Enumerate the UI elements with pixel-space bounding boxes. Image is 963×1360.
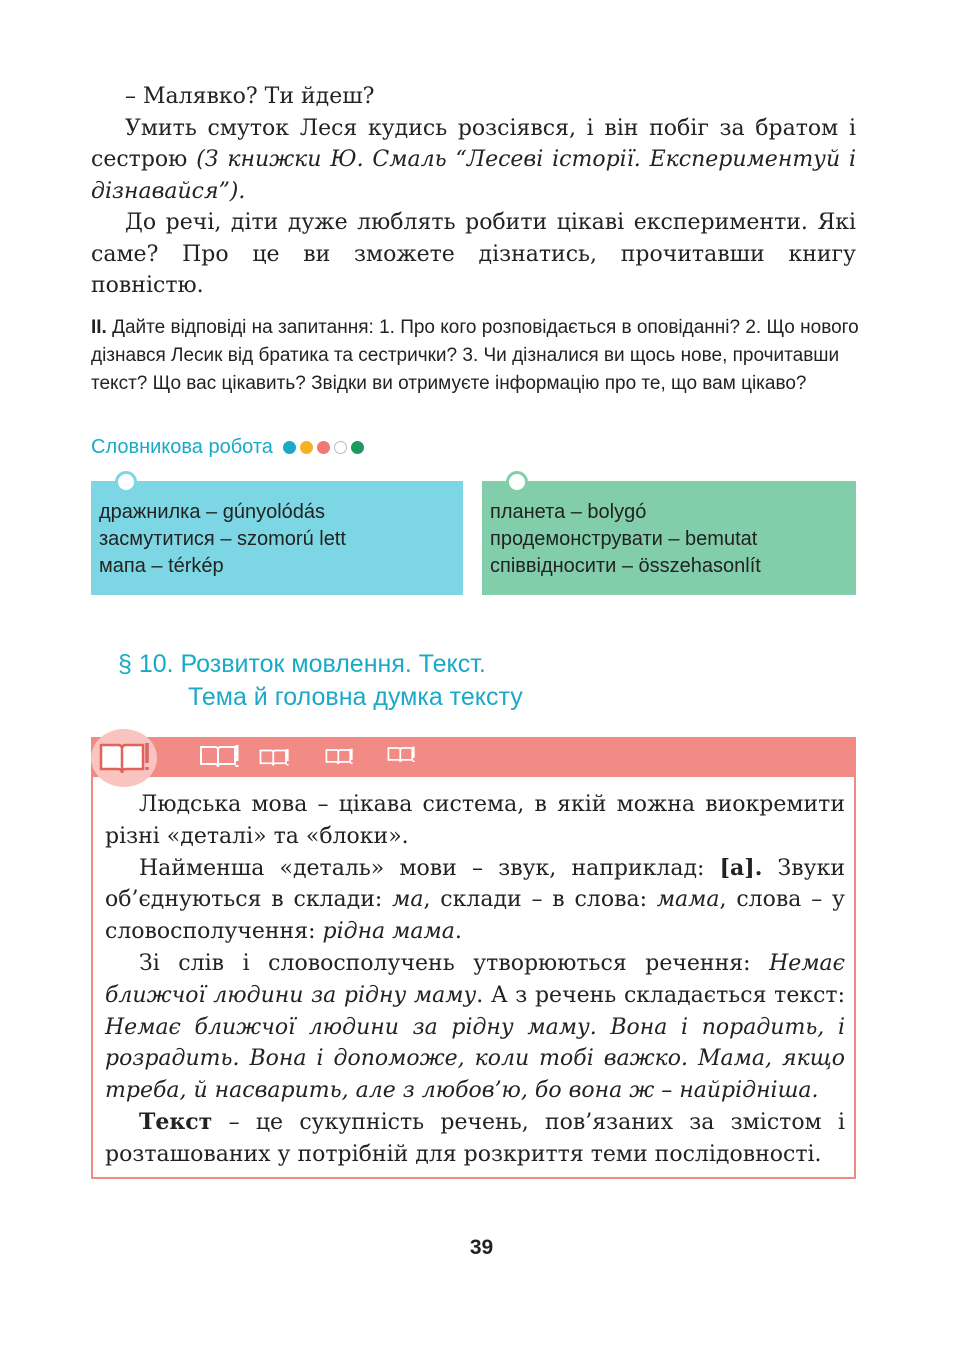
rule-paragraph-3: Зі слів і словосполучень утворюються речення: Немає ближчої людини за рідну маму. А з речень складається текст: Немає ближчої людини за рідну маму. Вона і порадить, і розрадить. Вона і допоможе, коли тобі важко. Мама, якщо треба, й насварить, але з любов’ю, бо вона ж – найрідніша. [105, 950, 845, 1104]
rule-header [93, 739, 854, 777]
rule-box [91, 737, 856, 1179]
sound-example: [а]. [719, 854, 763, 881]
story-line-1: – Малявко? Ти йдеш? [125, 84, 375, 109]
dot-white [334, 441, 347, 454]
difficulty-dots [279, 441, 364, 454]
story-paragraph-3: До речі, діти дуже люблять робити цікаві експерименти. Які саме? Про це ви зможете дізнатись, прочитавши книгу повністю. [91, 210, 856, 298]
pin-hole-icon [506, 471, 528, 493]
vocabulary-box-left [91, 481, 463, 595]
vocab-entry: дражнилка – gúnyolódás [99, 501, 326, 523]
dot-yellow [300, 441, 313, 454]
book-icon [387, 745, 415, 765]
rule-text [105, 789, 845, 1171]
rule-paragraph-2: Найменша «деталь» мови – звук, наприклад: [а]. Звуки об’єднуються в склади: ма, склади – в слова: мама, слова – у словосполучення: рідна мама. [105, 854, 845, 945]
vocabulary-title: Словникова робота [91, 436, 364, 459]
story-text [91, 81, 856, 302]
pin-hole-icon [115, 471, 137, 493]
open-book-icon [91, 729, 157, 787]
vocab-entry: засмутитися – szomorú lett [99, 528, 346, 550]
rule-paragraph-4: Текст – це сукупність речень, пов’язаних за змістом і розташованих у потрібній для розкриття теми послідовності. [105, 1108, 845, 1167]
section-title [118, 648, 523, 714]
section-title-line-2: Тема й головна думка тексту [188, 683, 523, 711]
vocab-entry: продемонструвати – bemutat [490, 528, 758, 550]
section-title-line-1: § 10. Розвиток мовлення. Текст. [118, 650, 486, 678]
questions-block [91, 314, 861, 398]
vocabulary-box-right [482, 481, 856, 595]
rule-paragraph-1: Людська мова – цікава система, в якій можна виокремити різні «деталі» та «блоки». [105, 792, 845, 849]
vocab-entry: планета – bolygó [490, 501, 647, 523]
dot-green [351, 441, 364, 454]
book-icon [259, 747, 289, 769]
story-paragraph-2: Умить смуток Леся кудись розсіявся, і він побіг за братом і сестрою (З книжки Ю. Смаль “Лесеві історії. Експериментуй і дізнавайся”). [91, 115, 857, 204]
book-icon [199, 743, 239, 771]
questions-number: II. [91, 317, 107, 338]
page-number: 39 [469, 1236, 494, 1259]
story-source: (З книжки Ю. Смаль “Лесеві історії. Експериментуй і дізнавайся”). [91, 147, 857, 204]
vocab-entry: співвідносити – összehasonlít [490, 555, 761, 577]
vocab-entry: мапа – térkép [99, 555, 224, 577]
dot-teal [283, 441, 296, 454]
term-text: Текст [139, 1108, 213, 1135]
dot-red [317, 441, 330, 454]
book-icon [325, 747, 353, 767]
questions-text: Дайте відповіді на запитання: 1. Про кого розповідається в оповіданні? 2. Що нового дізнався Лесик від братика та сестрички? 3. Чи дізналися ви щось нове, прочитавши текст? Що вас цікавить? Звідки ви отримуєте інформацію про те, що вам цікаво? [91, 317, 859, 394]
